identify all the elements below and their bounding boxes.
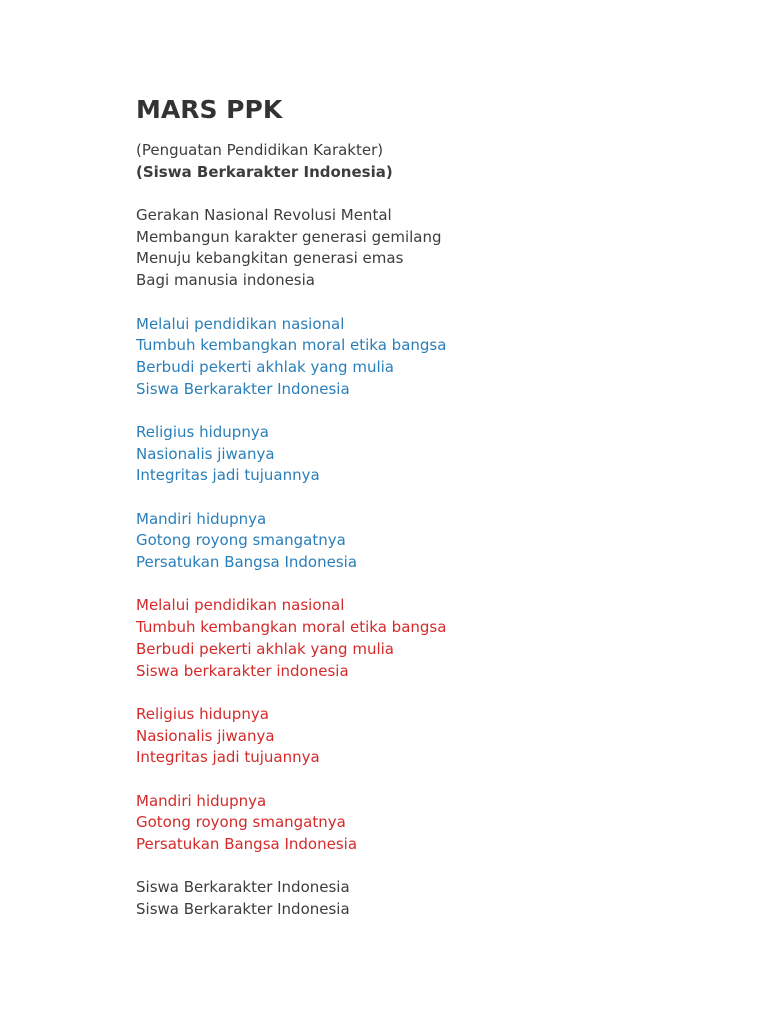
lyric-line: Menuju kebangkitan generasi emas: [136, 249, 404, 268]
stanza-5: [136, 595, 736, 682]
stanza-7: [136, 791, 736, 856]
lyric-line: Nasionalis jiwanya: [136, 444, 275, 463]
lyric-line: Nasionalis jiwanya: [136, 726, 275, 745]
lyric-line: Bagi manusia indonesia: [136, 271, 315, 290]
lyric-line: Membangun karakter generasi gemilang: [136, 227, 442, 246]
page-title: MARS PPK: [136, 95, 283, 124]
subtitle-line: (Penguatan Pendidikan Karakter): [136, 141, 384, 159]
lyric-line: Gotong royong smangatnya: [136, 531, 346, 550]
lyric-line: Melalui pendidikan nasional: [136, 314, 345, 333]
stanza-4: [136, 509, 736, 574]
lyric-line: Gotong royong smangatnya: [136, 813, 346, 832]
stanza-6: [136, 704, 736, 769]
lyric-line: Siswa Berkarakter Indonesia: [136, 900, 350, 919]
lyric-line: Berbudi pekerti akhlak yang mulia: [136, 357, 394, 376]
stanza-2: [136, 314, 736, 401]
lyric-line: Siswa berkarakter indonesia: [136, 661, 349, 680]
lyric-line: Integritas jadi tujuannya: [136, 748, 320, 767]
lyric-line: Melalui pendidikan nasional: [136, 596, 345, 615]
lyric-line: Religius hidupnya: [136, 704, 269, 723]
subtitle-line-bold: (Siswa Berkarakter Indonesia): [136, 162, 393, 181]
lyric-line: Siswa Berkarakter Indonesia: [136, 878, 350, 897]
lyric-line: Mandiri hidupnya: [136, 791, 267, 810]
lyric-line: Tumbuh kembangkan moral etika bangsa: [136, 336, 447, 355]
lyric-line: Religius hidupnya: [136, 422, 269, 441]
lyric-line: Persatukan Bangsa Indonesia: [136, 553, 358, 572]
lyric-line: Integritas jadi tujuannya: [136, 466, 320, 485]
lyric-line: Persatukan Bangsa Indonesia: [136, 835, 358, 853]
lyric-line: Mandiri hidupnya: [136, 509, 267, 528]
lyric-line: Gerakan Nasional Revolusi Mental: [136, 206, 392, 225]
lyric-line: Siswa Berkarakter Indonesia: [136, 379, 350, 398]
stanza-1: [136, 205, 736, 292]
document-page: [136, 90, 736, 921]
lyric-line: Berbudi pekerti akhlak yang mulia: [136, 639, 394, 658]
lyric-line: Tumbuh kembangkan moral etika bangsa: [136, 618, 447, 637]
stanza-8: [136, 877, 736, 920]
stanza-3: [136, 422, 736, 487]
subtitle-block: [136, 140, 736, 183]
